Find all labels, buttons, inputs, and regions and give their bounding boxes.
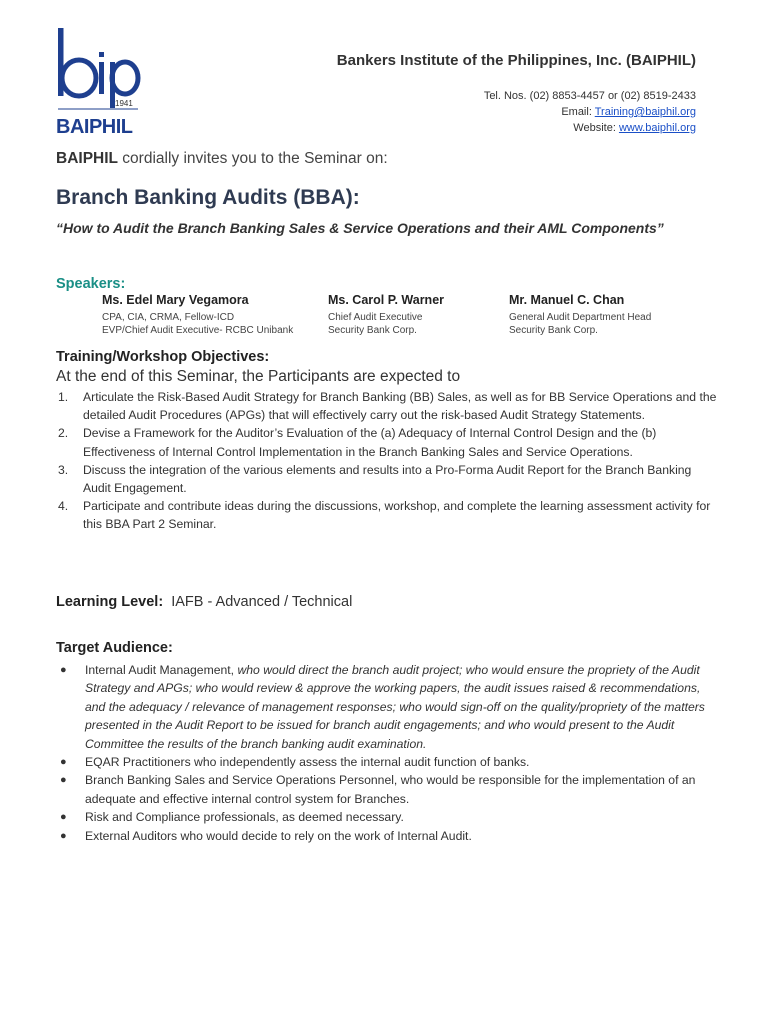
item-lead: EQAR Practitioners who independently assess the internal audit function of banks. xyxy=(85,755,530,770)
email-line xyxy=(484,104,696,120)
logo-text: BAIPHIL xyxy=(56,116,133,138)
org-name: Bankers Institute of the Philippines, Inc. (BAIPHIL) xyxy=(336,52,696,69)
seminar-title: Branch Banking Audits (BBA): xyxy=(56,186,360,209)
learning-level-value: IAFB - Advanced / Technical xyxy=(171,594,353,610)
list-item xyxy=(56,753,718,771)
website-label: Website: xyxy=(573,122,619,134)
bullet-icon: ● xyxy=(60,664,67,676)
bullet-icon: ● xyxy=(60,774,67,787)
bullet-icon: ● xyxy=(60,811,67,824)
item-lead: Internal Audit Management, xyxy=(85,663,235,677)
learning-level-label: Learning Level: xyxy=(56,594,164,610)
speaker-name: Ms. Carol P. Warner xyxy=(328,293,445,307)
item-text: Devise a Framework for the Auditor’s Evaluation of the (a) Adequacy of Internal Control Design and the (b) Effectiveness of Internal Control Implementation in the Branch Banking Sales and Service Operations. xyxy=(83,426,657,459)
list-item xyxy=(56,771,718,808)
speaker-position: Chief Audit Executive xyxy=(328,312,423,323)
item-number: 4. xyxy=(58,499,69,514)
item-lead: External Auditors who would decide to rely on the work of Internal Audit. xyxy=(85,828,472,843)
speaker-3 xyxy=(509,293,651,337)
list-item xyxy=(56,661,718,753)
item-number: 2. xyxy=(58,426,69,441)
website-line xyxy=(484,120,696,136)
tel-line: Tel. Nos. (02) 8853-4457 or (02) 8519-2433 xyxy=(483,90,696,102)
list-item xyxy=(56,461,718,497)
email-label: Email: xyxy=(561,106,595,118)
speaker-company: Security Bank Corp. xyxy=(328,325,417,336)
item-lead: Branch Banking Sales and Service Operations Personnel, who would be responsible for the implementation of an adequate and effective internal control system for Branches. xyxy=(85,773,696,806)
list-item xyxy=(56,388,718,424)
bullet-icon: ● xyxy=(60,756,67,769)
bullet-icon: ● xyxy=(60,829,67,842)
speaker-credentials: CPA, CIA, CRMA, Fellow-ICD xyxy=(102,312,235,323)
speaker-name: Mr. Manuel C. Chan xyxy=(509,293,625,307)
item-text: Discuss the integration of the various elements and results into a Pro-Forma Audit Report for the Branch Banking Audit Engagement. xyxy=(83,462,692,496)
learning-level xyxy=(56,594,352,610)
speaker-name: Ms. Edel Mary Vegamora xyxy=(102,293,249,307)
list-item xyxy=(56,497,718,533)
baiphil-logo xyxy=(52,26,144,138)
speaker-2 xyxy=(328,293,444,337)
speaker-position: General Audit Department Head xyxy=(509,312,652,323)
contact-block xyxy=(484,88,696,136)
objectives-list xyxy=(56,388,718,534)
website-link[interactable]: www.baiphil.org xyxy=(618,122,696,134)
speaker-position: EVP/Chief Audit Executive- RCBC Unibank xyxy=(102,325,294,336)
speaker-1 xyxy=(102,293,293,337)
seminar-subtitle: “How to Audit the Branch Banking Sales & Service Operations and their AML Components” xyxy=(56,220,664,236)
invite-org: BAIPHIL xyxy=(56,150,118,167)
invite-text: cordially invites you to the Seminar on: xyxy=(118,150,388,167)
item-lead: Risk and Compliance professionals, as deemed necessary. xyxy=(85,810,404,825)
speaker-company: Security Bank Corp. xyxy=(509,325,598,336)
item-detail: who would direct the branch audit project; who would ensure the propriety of the Audit Strategy and APGs; who would review & approve the working papers, the audit issues raised & recommendations, and the adequacy / relevance of management responses; who would sign-off on the quality/propriety of the matters presented in the Audit Report to be issued for branch audit engagements; and who would present to the Audit Committee the results of the branch banking audit examination. xyxy=(85,663,705,751)
invitation-line xyxy=(56,150,388,168)
objectives-heading: Training/Workshop Objectives: xyxy=(56,349,270,365)
item-number: 3. xyxy=(58,462,69,477)
list-item xyxy=(56,808,718,826)
target-audience-heading: Target Audience: xyxy=(56,640,173,656)
email-link[interactable]: Training@baiphil.org xyxy=(594,106,696,118)
list-item xyxy=(56,424,718,460)
speakers-heading: Speakers: xyxy=(56,276,126,292)
item-number: 1. xyxy=(58,390,69,404)
target-audience-list xyxy=(56,661,718,845)
list-item xyxy=(56,827,718,845)
logo-year: 1941 xyxy=(115,99,133,108)
objectives-intro: At the end of this Seminar, the Participants are expected to xyxy=(56,368,461,385)
item-text: Participate and contribute ideas during the discussions, workshop, and complete the learning assessment activity for this BBA Part 2 Seminar. xyxy=(83,499,711,532)
item-text: Articulate the Risk-Based Audit Strategy for Branch Banking (BB) Sales, as well as for BB Service Operations and the detailed Audit Procedures (APGs) that will effectively carry out the risk-based Audit Strategy Statements. xyxy=(83,390,717,423)
